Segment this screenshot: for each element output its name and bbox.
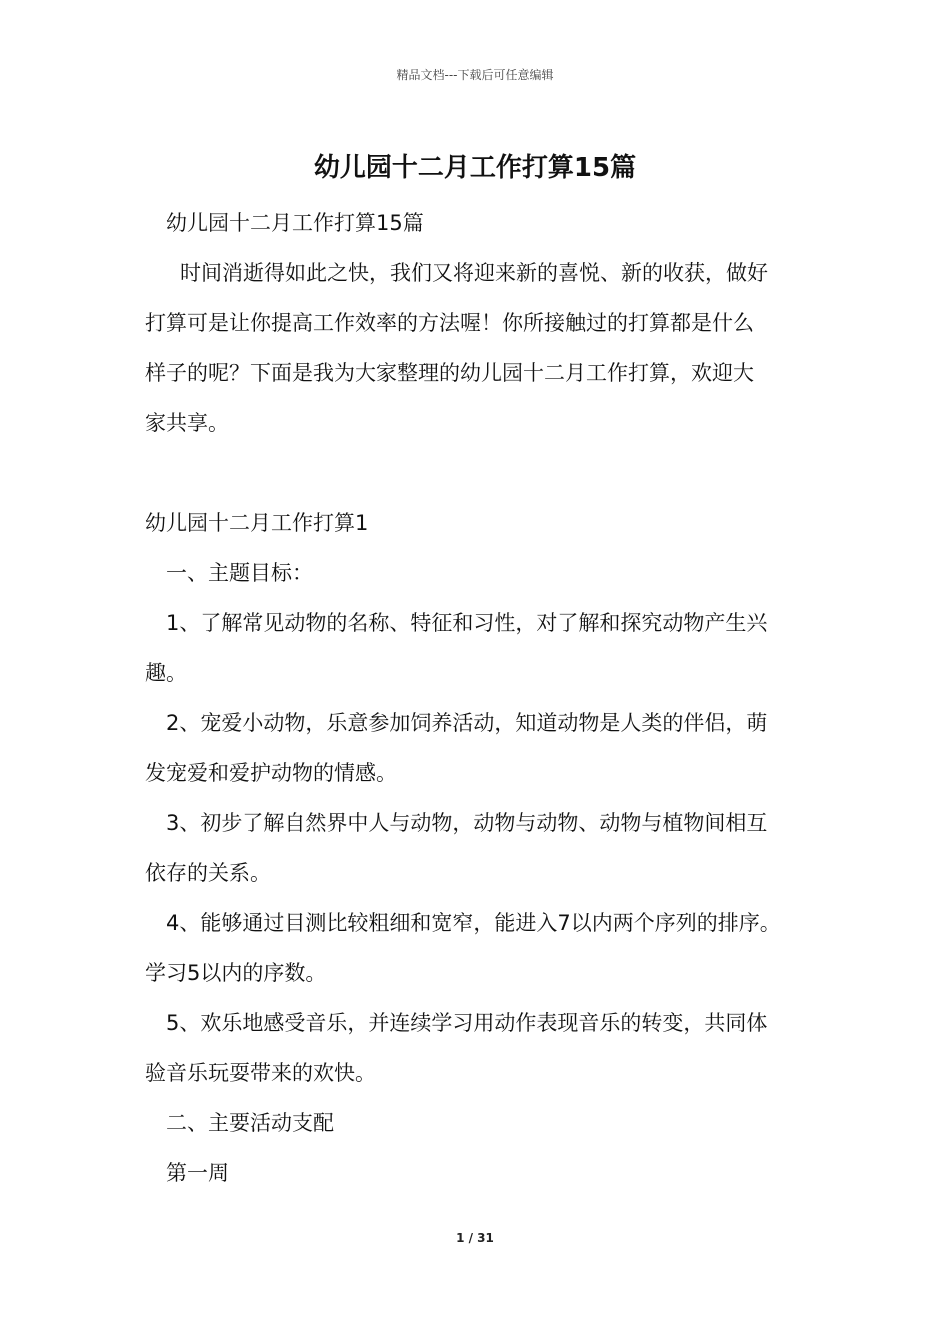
goal-line: 学习5以内的序数。 [145, 961, 327, 985]
intro-line: 样子的呢？下面是我为大家整理的幼儿园十二月工作打算，欢迎大 [145, 361, 754, 385]
goal-line: 依存的关系。 [145, 861, 271, 885]
intro-line: 家共享。 [145, 411, 229, 435]
goal-heading: 一、主题目标： [166, 561, 313, 585]
section-title: 幼儿园十二月工作打算1 [145, 511, 369, 535]
goal-line: 5、欢乐地感受音乐，并连续学习用动作表现音乐的转变，共同体 [166, 1011, 768, 1035]
goal-line: 4、能够通过目测比较粗细和宽窄，能进入7以内两个序列的排序。 [166, 911, 781, 935]
goal-line: 2、宠爱小动物，乐意参加饲养活动，知道动物是人类的伴侣，萌 [166, 711, 768, 735]
goal-line: 1、了解常见动物的名称、特征和习性，对了解和探究动物产生兴 [166, 611, 768, 635]
intro-line: 时间消逝得如此之快，我们又将迎来新的喜悦、新的收获，做好 [180, 261, 768, 285]
document-title: 幼儿园十二月工作打算15篇 [313, 153, 637, 183]
activity-heading: 二、主要活动支配 [166, 1111, 334, 1135]
document-subtitle: 幼儿园十二月工作打算15篇 [166, 211, 424, 235]
header-note: 精品文档---下载后可任意编辑 [396, 68, 554, 82]
page-number: 1 / 31 [456, 1231, 494, 1245]
goal-line: 趣。 [145, 661, 187, 685]
week-label: 第一周 [166, 1161, 229, 1185]
goal-line: 验音乐玩耍带来的欢快。 [145, 1061, 376, 1085]
intro-line: 打算可是让你提高工作效率的方法喔！你所接触过的打算都是什么 [145, 311, 754, 335]
goal-line: 发宠爱和爱护动物的情感。 [145, 761, 397, 785]
goal-line: 3、初步了解自然界中人与动物，动物与动物、动物与植物间相互 [166, 811, 768, 835]
